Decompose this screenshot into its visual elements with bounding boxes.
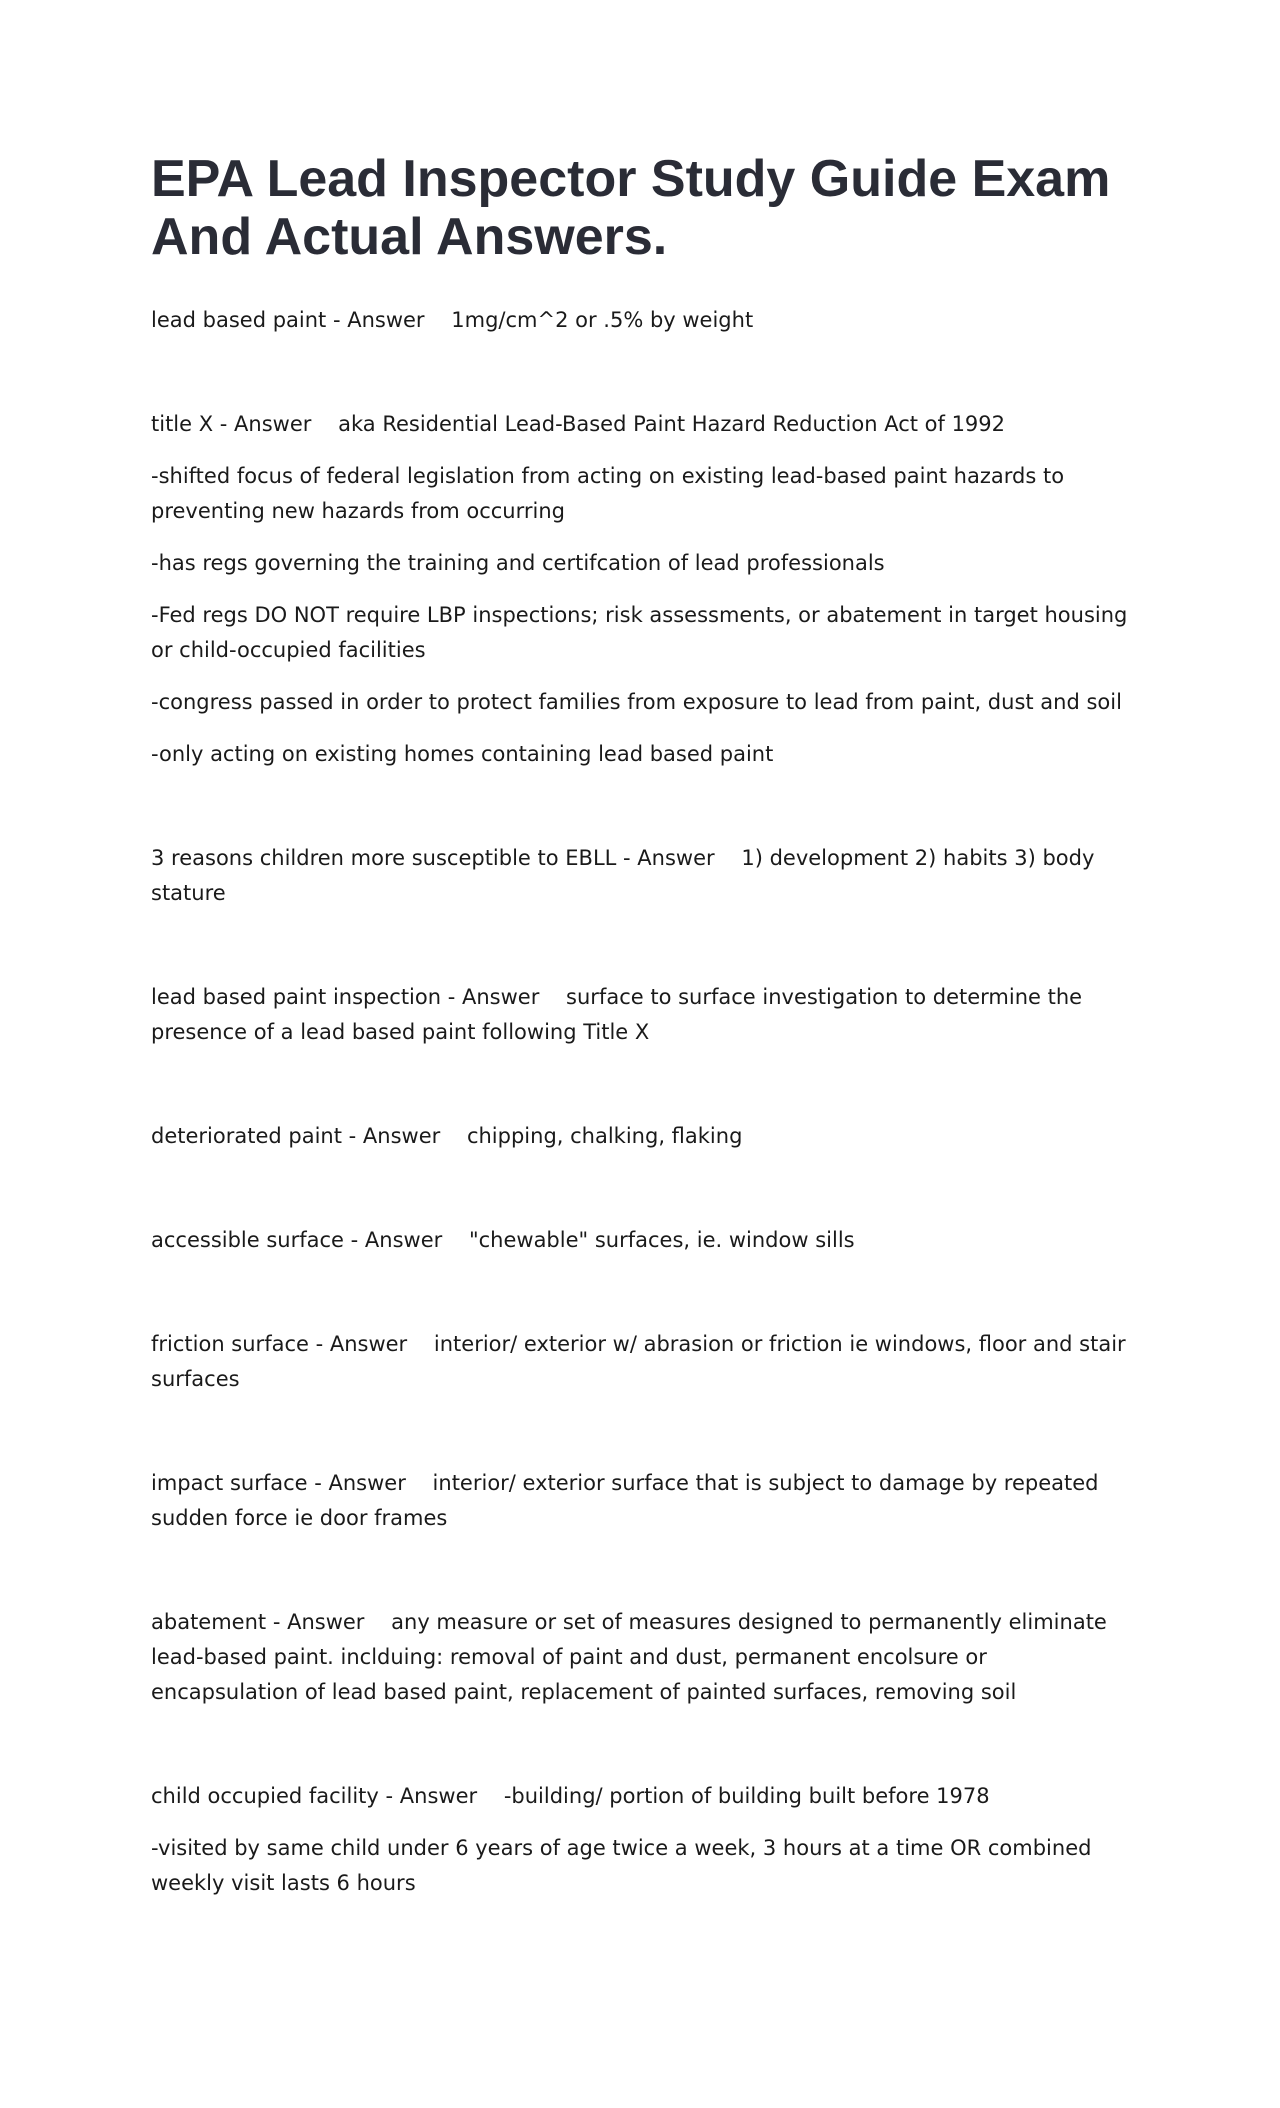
term: 3 reasons children more susceptible to EBLL (151, 846, 617, 870)
qa-line (151, 1779, 1136, 1814)
term: title X (151, 412, 214, 436)
qa-line (151, 1223, 1136, 1258)
term: friction surface (151, 1332, 309, 1356)
qa-entry-ebll-reasons (151, 841, 1136, 911)
term: lead based paint (151, 308, 327, 332)
document-body (151, 303, 1136, 1901)
answer: any measure or set of measures designed to permanently eliminate lead-based paint. inclduing: removal of paint and dust, permanent encolsure or encapsulation of lead based paint, replacement of painted surfaces, removing soil (151, 1610, 1107, 1704)
qa-line (151, 841, 1136, 911)
answer: 1mg/cm^2 or .5% by weight (451, 308, 754, 332)
qa-line (151, 1605, 1136, 1710)
document-page (151, 150, 1136, 1901)
qa-entry-abatement (151, 1605, 1136, 1710)
term: impact surface (151, 1471, 308, 1495)
document-title: EPA Lead Inspector Study Guide Exam And Actual Answers. (151, 150, 1111, 266)
term: child occupied facility (151, 1784, 379, 1808)
qa-line (151, 1327, 1136, 1397)
qa-line (151, 1466, 1136, 1536)
answer-separator: - Answer (378, 1784, 504, 1808)
answer-separator: - Answer (441, 985, 567, 1009)
qa-entry-accessible-surface (151, 1223, 1136, 1258)
qa-line (151, 980, 1136, 1050)
answer: 1) development 2) habits 3) body stature (151, 846, 1095, 905)
qa-line (151, 303, 1136, 338)
qa-entry-deteriorated-paint (151, 1119, 1136, 1154)
extra-line: -congress passed in order to protect families from exposure to lead from paint, dust and soil (151, 690, 1122, 714)
answer: -building/ portion of building built before 1978 (503, 1784, 990, 1808)
qa-line (151, 407, 1136, 442)
qa-entry-child-occupied-facility (151, 1779, 1136, 1901)
answer: chipping, chalking, flaking (466, 1124, 743, 1148)
answer: "chewable" surfaces, ie. window sills (468, 1228, 855, 1252)
answer-separator: - Answer (341, 1124, 467, 1148)
extra-line: -visited by same child under 6 years of age twice a week, 3 hours at a time OR combined weekly visit lasts 6 hours (151, 1836, 1092, 1895)
answer-separator: - Answer (326, 308, 452, 332)
answer-separator: - Answer (307, 1471, 433, 1495)
extra-line: -only acting on existing homes containing lead based paint (151, 742, 774, 766)
qa-entry-title-x (151, 407, 1136, 772)
qa-entry-lead-based-paint (151, 303, 1136, 338)
term: accessible surface (151, 1228, 344, 1252)
answer: interior/ exterior w/ abrasion or friction ie windows, floor and stair surfaces (151, 1332, 1126, 1391)
answer: interior/ exterior surface that is subject to damage by repeated sudden force ie door frames (151, 1471, 1099, 1530)
qa-entry-impact-surface (151, 1466, 1136, 1536)
answer: surface to surface investigation to determine the presence of a lead based paint following Title X (151, 985, 1083, 1044)
answer-separator: - Answer (616, 846, 742, 870)
answer-separator: - Answer (266, 1610, 392, 1634)
term: deteriorated paint (151, 1124, 342, 1148)
extra-line: -shifted focus of federal legislation from acting on existing lead-based paint hazards to preventing new hazards from occurring (151, 464, 1065, 523)
term: lead based paint inspection (151, 985, 442, 1009)
term: abatement (151, 1610, 267, 1634)
extra-line: -has regs governing the training and certifcation of lead professionals (151, 551, 885, 575)
qa-line (151, 1119, 1136, 1154)
answer-separator: - Answer (343, 1228, 469, 1252)
qa-entry-friction-surface (151, 1327, 1136, 1397)
answer: aka Residential Lead-Based Paint Hazard Reduction Act of 1992 (338, 412, 1006, 436)
answer-separator: - Answer (308, 1332, 434, 1356)
answer-separator: - Answer (213, 412, 339, 436)
extra-line: -Fed regs DO NOT require LBP inspections; risk assessments, or abatement in target housing or child-occupied facilities (151, 603, 1128, 662)
qa-entry-lbp-inspection (151, 980, 1136, 1050)
